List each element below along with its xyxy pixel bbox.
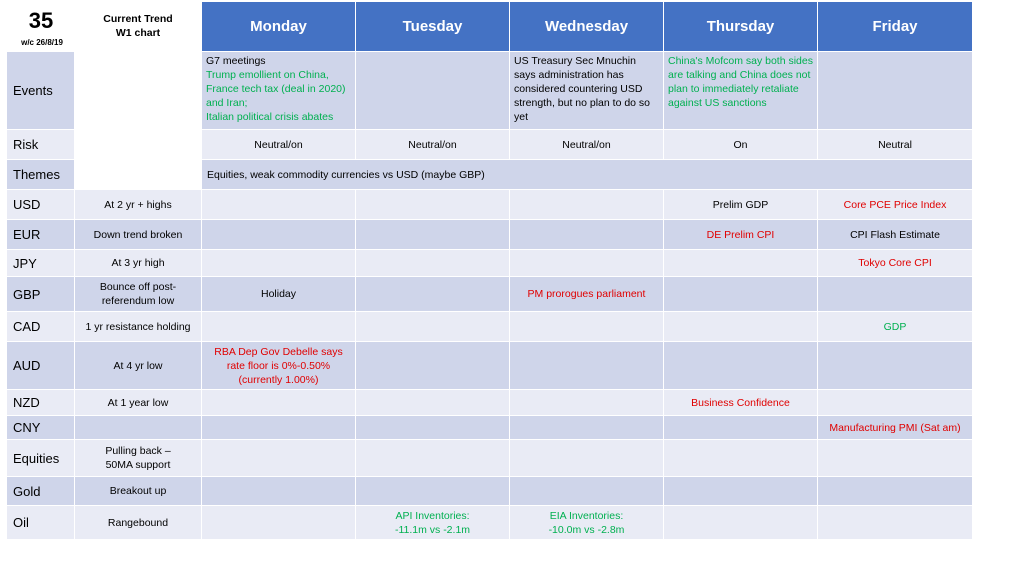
row-label-jpy: JPY [7,250,75,277]
week-corner [7,2,75,52]
day-header-monday: Monday [202,2,356,52]
nzd-tuesday [356,390,510,416]
row-label-usd: USD [7,190,75,220]
trend-gbp-line2: referendum low [101,295,175,307]
oil-wednesday-line2: -10.0m vs -2.8m [548,523,625,536]
row-label-oil: Oil [7,506,75,540]
day-header-friday: Friday [818,2,973,52]
trend-aud: At 4 yr low [75,342,202,390]
trend-eur: Down trend broken [75,220,202,250]
oil-monday [202,506,356,540]
oil-tuesday [356,506,510,540]
row-cny [7,416,973,440]
usd-wednesday [510,190,664,220]
cny-monday [202,416,356,440]
gold-friday [818,477,973,506]
eur-wednesday [510,220,664,250]
cny-wednesday [510,416,664,440]
gold-tuesday [356,477,510,506]
gbp-friday [818,277,973,312]
usd-friday: Core PCE Price Index [818,190,973,220]
trend-cny [75,416,202,440]
gold-thursday [664,477,818,506]
trend-jpy: At 3 yr high [75,250,202,277]
events-friday [818,52,973,130]
oil-tuesday-line2: -11.1m vs -2.1m [394,523,471,536]
events-monday [202,52,356,130]
row-jpy [7,250,973,277]
usd-thursday: Prelim GDP [664,190,818,220]
trend-gbp [75,277,202,312]
usd-tuesday [356,190,510,220]
day-header-thursday: Thursday [664,2,818,52]
equities-thursday [664,440,818,477]
aud-tuesday [356,342,510,390]
eur-friday: CPI Flash Estimate [818,220,973,250]
row-equities [7,440,973,477]
nzd-friday [818,390,973,416]
equities-wednesday [510,440,664,477]
weekly-calendar-table [6,1,973,540]
row-label-gbp: GBP [7,277,75,312]
row-label-cny: CNY [7,416,75,440]
nzd-thursday: Business Confidence [664,390,818,416]
jpy-thursday [664,250,818,277]
events-monday-line1: G7 meetings [206,55,266,67]
cad-wednesday [510,312,664,342]
row-aud [7,342,973,390]
row-oil [7,506,973,540]
gbp-thursday [664,277,818,312]
row-gbp [7,277,973,312]
week-number: 35 [28,8,54,33]
trend-cad: 1 yr resistance holding [75,312,202,342]
trend-usd: At 2 yr + highs [75,190,202,220]
eur-tuesday [356,220,510,250]
usd-monday [202,190,356,220]
day-header-wednesday: Wednesday [510,2,664,52]
trend-nzd: At 1 year low [75,390,202,416]
eur-thursday: DE Prelim CPI [664,220,818,250]
cad-tuesday [356,312,510,342]
trend-equities [75,440,202,477]
aud-monday-line3: (currently 1.00%) [238,373,319,386]
jpy-friday: Tokyo Core CPI [818,250,973,277]
risk-tuesday: Neutral/on [356,130,510,160]
events-monday-line3: Italian political crisis abates [206,111,334,123]
row-label-events: Events [7,52,75,130]
equities-tuesday [356,440,510,477]
events-wednesday: US Treasury Sec Mnuchin says administration has considered countering USD strength, but no plan to do so yet [510,52,664,130]
events-tuesday [356,52,510,130]
nzd-wednesday [510,390,664,416]
row-label-aud: AUD [7,342,75,390]
oil-thursday [664,506,818,540]
row-label-cad: CAD [7,312,75,342]
row-label-nzd: NZD [7,390,75,416]
trend-header-line1: Current Trend [103,13,173,25]
row-gold [7,477,973,506]
trend-header [75,2,202,190]
cad-friday: GDP [818,312,973,342]
cad-monday [202,312,356,342]
aud-friday [818,342,973,390]
week-commencing: w/c 26/8/19 [21,38,63,47]
cad-thursday [664,312,818,342]
trend-gbp-line1: Bounce off post- [99,281,177,293]
cny-tuesday [356,416,510,440]
jpy-wednesday [510,250,664,277]
aud-monday-line2: rate floor is 0%-0.50% [226,359,331,372]
oil-friday [818,506,973,540]
gbp-wednesday: PM prorogues parliament [510,277,664,312]
trend-header-line2: W1 chart [115,27,161,39]
gold-monday [202,477,356,506]
nzd-monday [202,390,356,416]
jpy-monday [202,250,356,277]
equities-monday [202,440,356,477]
row-nzd [7,390,973,416]
themes-text: Equities, weak commodity currencies vs USD (maybe GBP) [202,160,973,190]
cny-thursday [664,416,818,440]
risk-monday: Neutral/on [202,130,356,160]
cny-friday: Manufacturing PMI (Sat am) [818,416,973,440]
risk-friday: Neutral [818,130,973,160]
oil-tuesday-line1: API Inventories: [395,509,470,522]
row-label-themes: Themes [7,160,75,190]
equities-friday [818,440,973,477]
gbp-monday: Holiday [202,277,356,312]
oil-wednesday-line1: EIA Inventories: [549,509,624,522]
gbp-tuesday [356,277,510,312]
events-thursday: China's Mofcom say both sides are talking and China does not plan to immediately retaliate against US sanctions [664,52,818,130]
trend-equities-line1: Pulling back – [105,445,171,457]
events-monday-line2: Trump emollient on China, France tech tax (deal in 2020) and Iran; [206,69,346,109]
row-usd [7,190,973,220]
row-label-gold: Gold [7,477,75,506]
jpy-tuesday [356,250,510,277]
aud-thursday [664,342,818,390]
trend-equities-line2: 50MA support [105,459,171,471]
eur-monday [202,220,356,250]
day-header-tuesday: Tuesday [356,2,510,52]
trend-gold: Breakout up [75,477,202,506]
row-label-equities: Equities [7,440,75,477]
aud-wednesday [510,342,664,390]
risk-wednesday: Neutral/on [510,130,664,160]
oil-wednesday [510,506,664,540]
row-eur [7,220,973,250]
trend-oil: Rangebound [75,506,202,540]
aud-monday-line1: RBA Dep Gov Debelle says [214,345,343,358]
row-label-eur: EUR [7,220,75,250]
row-cad [7,312,973,342]
gold-wednesday [510,477,664,506]
aud-monday [202,342,356,390]
row-label-risk: Risk [7,130,75,160]
risk-thursday: On [664,130,818,160]
